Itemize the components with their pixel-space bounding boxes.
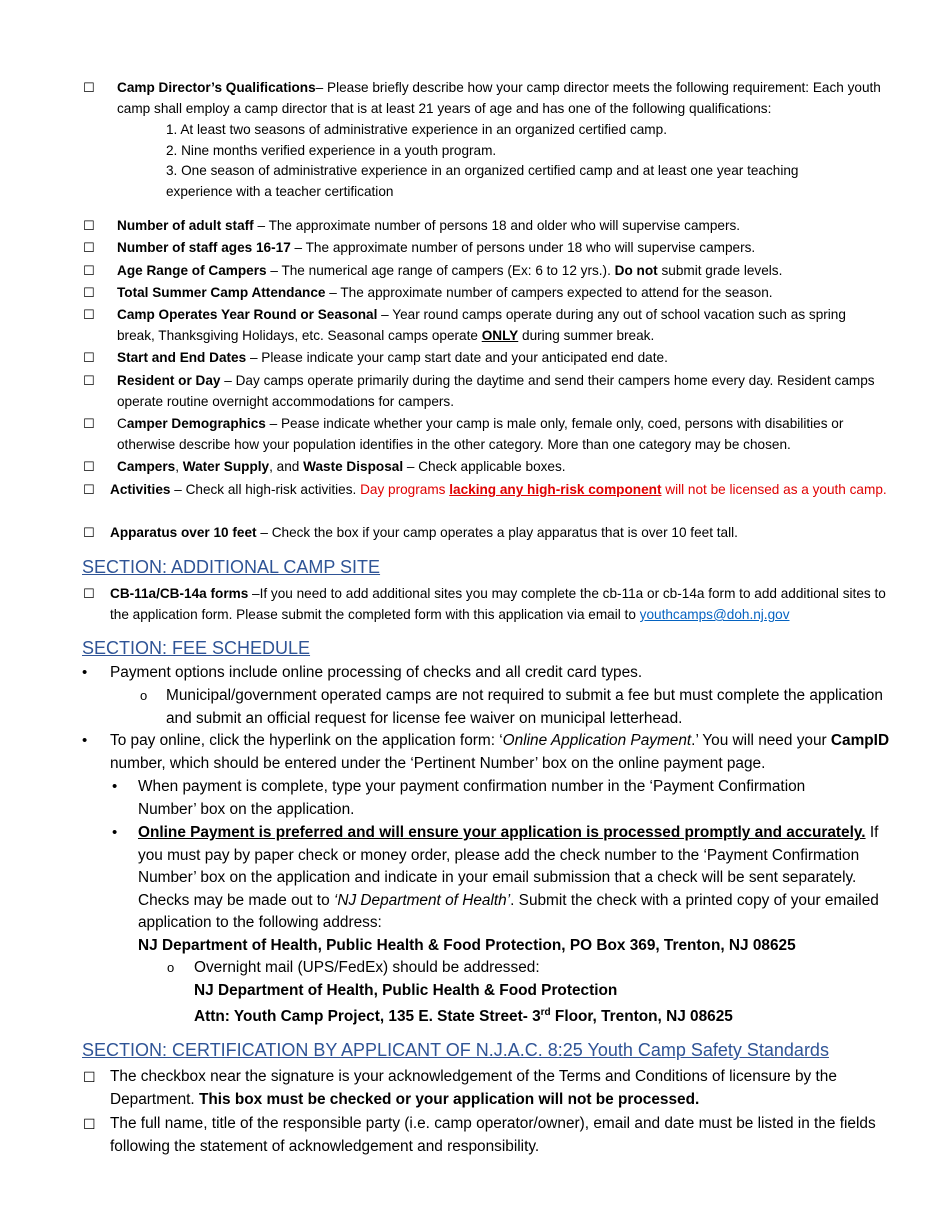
qualification-1: 1. At least two seasons of administrative experience in an organized certified camp. bbox=[166, 122, 667, 137]
checkbox-icon[interactable]: ☐ bbox=[83, 263, 95, 278]
overnight-address-2: Attn: Youth Camp Project, 135 E. State Street- 3rd Floor, Trenton, NJ 08625 bbox=[194, 1007, 733, 1026]
instructions-page: ☐ Camp Director’s Qualifications– Please briefly describe how your camp director meets the following requirement: Each youth camp shall employ a camp director that is at least 21 years of age and has one of the following qualifications: 1. At least two seasons of administrative experience in an organized certified camp. 2. Nine months verified experience in a youth program. 3. One season of administrative experience in an organized certified camp and at least one year teaching experience with a teacher certification ☐ Number of adult staff – The approximate number of persons 18 and older who will supervise campers. ☐ Number of staff ages 16-17 – The approximate number of persons under 18 who will supervise campers. ☐ Age Range of Campers – The numerical age range of campers (Ex: 6 to 12 yrs.). Do not submit grade levels. ☐ Total Summer Camp Attendance – The approximate number of campers expected to attend for the season. ☐ Camp Operates Year Round or Seasonal – Year round camps operate during any out of school vacation such as spring break, Thanksgiving Holidays, etc. Seasonal camps operate ONLY during summer break. ☐ Start and End Dates – Please indicate your camp start date and your anticipated end date. ☐ Resident or Day – Day camps operate primarily during the daytime and send their campers home every day. Resident camps operate routine overnight accommodations for campers. ☐ Camper Demographics – Pease indicate whether your camp is male only, female only, coed, persons with disabilities or otherwise describe how your population identifies in the other category. More than one category may be chosen. ☐ Campers, Water Supply, and Waste Disposal – Check applicable boxes. ☐ Activities – Check all high-risk activities. Day programs lacking any high-risk component will not be licensed as a youth camp. ☐ Apparatus over 10 feet – Check the box if your camp operates a play apparatus that is over 10 feet tall. SECTION: ADDITIONAL CAMP SITE ☐ CB-11a/CB-14a forms –If you need to add additional sites you may complete the cb-11a or cb-14a form to add additional sites to the application form. Please submit the completed form with this application via email to youthcamps@doh.nj.gov SECTION: FEE SCHEDULE • Payment options include online processing of checks and all credit card types. o Municipal/government operated camps are not required to submit a fee but must complete the application and submit an official request for license fee waiver on municipal letterhead. • To pay online, click the hyperlink on the application form: ‘Online Application Payment.’ You will need your CampID number, which should be entered under the ‘Pertinent Number’ box on the online payment page. • When payment is complete, type your payment confirmation number in the ‘Payment Confirmation Number’ box on the application. • Online Payment is preferred and will ensure your application is processed promptly and accurately. If you must pay by paper check or money order, please add the check number to the ‘Payment Confirmation Number’ box on the application and indicate in your email submission that a check will be sent separately. Checks may be made out to ‘NJ Department of Health’. Submit the check with a printed copy of your emailed application to the following address: NJ Department of Health, Public Health & Food Protection, PO Box 369, Trenton, NJ 08625 o Overnight mail (UPS/FedEx) should be addressed: NJ Department of Health, Public Health & Food Protection Attn: Youth Camp Project, 135 E. State Street- 3rd Floor, Trenton, NJ 08625 SECTION: CERTIFICATION BY APPLICANT OF N.J.A.C. 8:25 Youth Camp Safety Standards ☐ The checkbox near the signature is your acknowledgement of the Terms and Conditions of licensure by the Department. This box must be checked or your application will not be processed. ☐ The full name, title of the responsible party (i.e. camp operator/owner), email and date must be listed in the fields following the statement of acknowledgement and responsibility. bbox=[0, 0, 950, 1230]
checkbox-icon[interactable]: ☐ bbox=[83, 1069, 96, 1085]
bullet-icon: • bbox=[82, 732, 88, 749]
heading-fee-schedule: SECTION: FEE SCHEDULE bbox=[82, 638, 311, 658]
checkbox-icon[interactable]: ☐ bbox=[83, 218, 95, 233]
mail-address: NJ Department of Health, Public Health & Food Protection, PO Box 369, Trenton, NJ 08625 bbox=[138, 937, 796, 954]
checkbox-icon[interactable]: ☐ bbox=[83, 586, 95, 601]
overnight-address-1: NJ Department of Health, Public Health & Food Protection bbox=[194, 982, 618, 999]
checkbox-icon[interactable]: ☐ bbox=[83, 307, 95, 322]
checkbox-icon[interactable]: ☐ bbox=[83, 1116, 96, 1132]
checkbox-icon[interactable]: ☐ bbox=[83, 240, 95, 255]
checkbox-icon[interactable]: ☐ bbox=[83, 459, 95, 474]
heading-certification: SECTION: CERTIFICATION BY APPLICANT OF N.J.A.C. 8:25 Youth Camp Safety Standards bbox=[82, 1040, 829, 1060]
circle-bullet-icon: o bbox=[140, 688, 148, 703]
checkbox-icon[interactable]: ☐ bbox=[83, 482, 95, 497]
checkbox-icon[interactable]: ☐ bbox=[83, 350, 95, 365]
checkbox-icon[interactable]: ☐ bbox=[83, 416, 95, 431]
item-label: Camp Director’s Qualifications bbox=[117, 80, 316, 95]
bullet-icon: • bbox=[82, 664, 88, 681]
email-link[interactable]: youthcamps@doh.nj.gov bbox=[639, 607, 790, 622]
qualification-3: 3. One season of administrative experience in an organized certified camp and at least one year teaching experience with a teacher certification bbox=[166, 163, 799, 199]
bullet-icon: • bbox=[112, 778, 118, 795]
bullet-icon: • bbox=[112, 824, 118, 841]
circle-bullet-icon: o bbox=[167, 960, 175, 975]
checkbox-icon[interactable]: ☐ bbox=[83, 525, 95, 540]
heading-additional-site: SECTION: ADDITIONAL CAMP SITE bbox=[82, 557, 381, 577]
checkbox-icon[interactable]: ☐ bbox=[83, 285, 95, 300]
checkbox-icon[interactable]: ☐ bbox=[83, 373, 95, 388]
qualification-2: 2. Nine months verified experience in a youth program. bbox=[166, 143, 497, 158]
checkbox-icon[interactable]: ☐ bbox=[83, 80, 95, 95]
